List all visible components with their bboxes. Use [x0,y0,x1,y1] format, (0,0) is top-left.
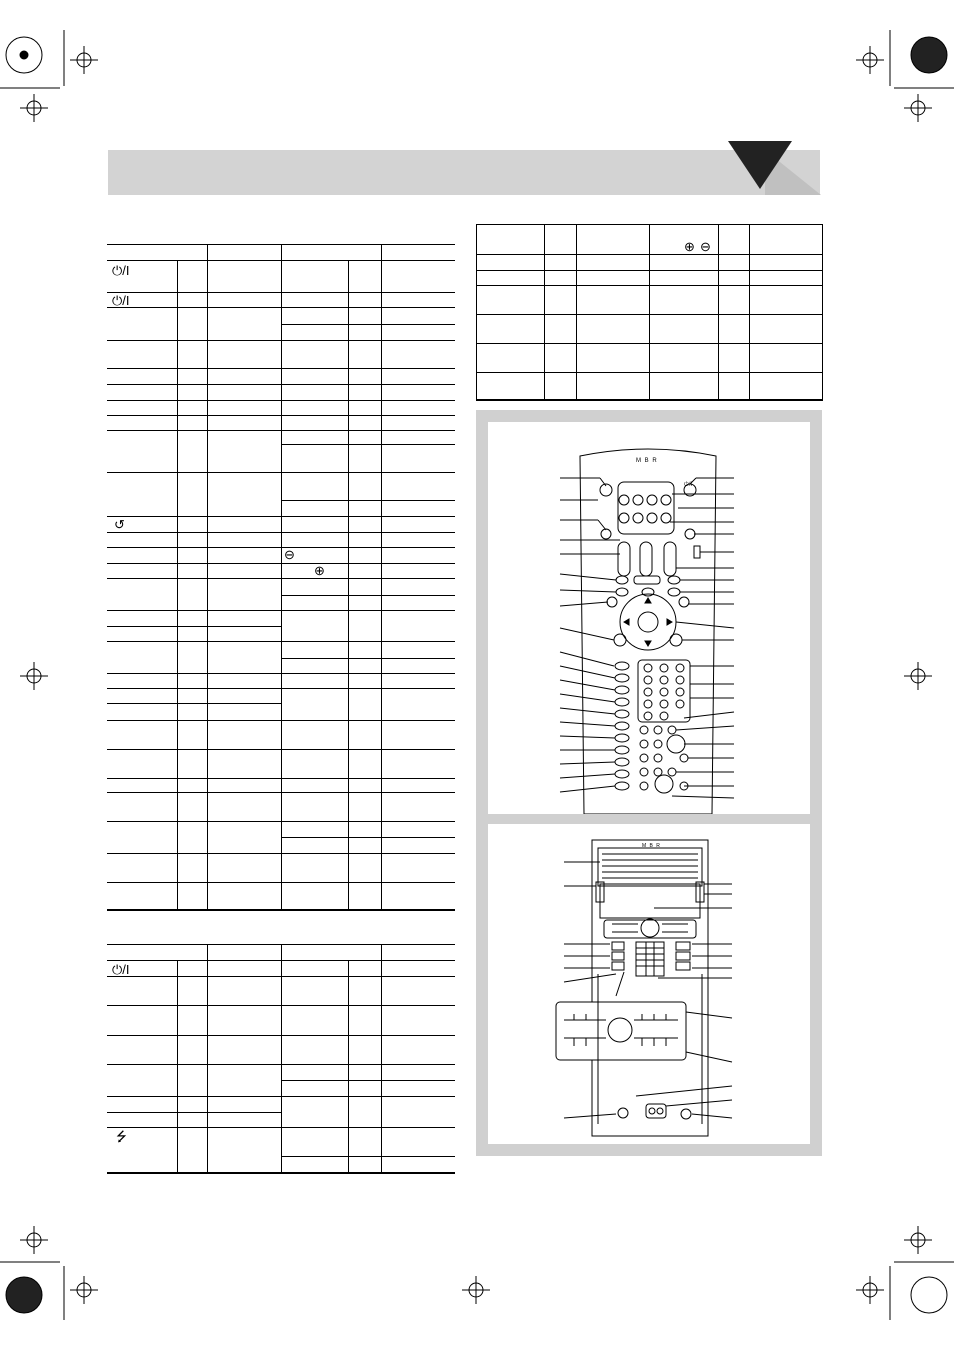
unit-parts-table [107,944,455,1176]
minus-symbol: ⊖ [284,547,295,562]
usb-icon: ⭍ [116,1129,127,1144]
return-icon: ↺ [114,517,125,532]
main-unit-illustration [488,824,810,1144]
power-symbol: ⏻/I [112,293,130,308]
power-symbol: ⏻/I [112,263,130,278]
remote-parts-table [107,244,455,912]
power-symbol: ⏻/I [112,962,130,977]
remote-control-illustration [488,422,810,814]
plus-symbol: ⊕ [684,239,695,254]
next-page-arrow-icon [728,141,792,189]
header-bar [108,150,820,195]
remote-power-label: ⏻/I [684,482,693,488]
remote-brand-logo: M B R [636,458,658,464]
unit-brand-logo: M B R [642,843,661,849]
extra-parts-table [476,224,823,402]
minus-symbol: ⊖ [700,239,711,254]
plus-symbol: ⊕ [314,563,325,578]
